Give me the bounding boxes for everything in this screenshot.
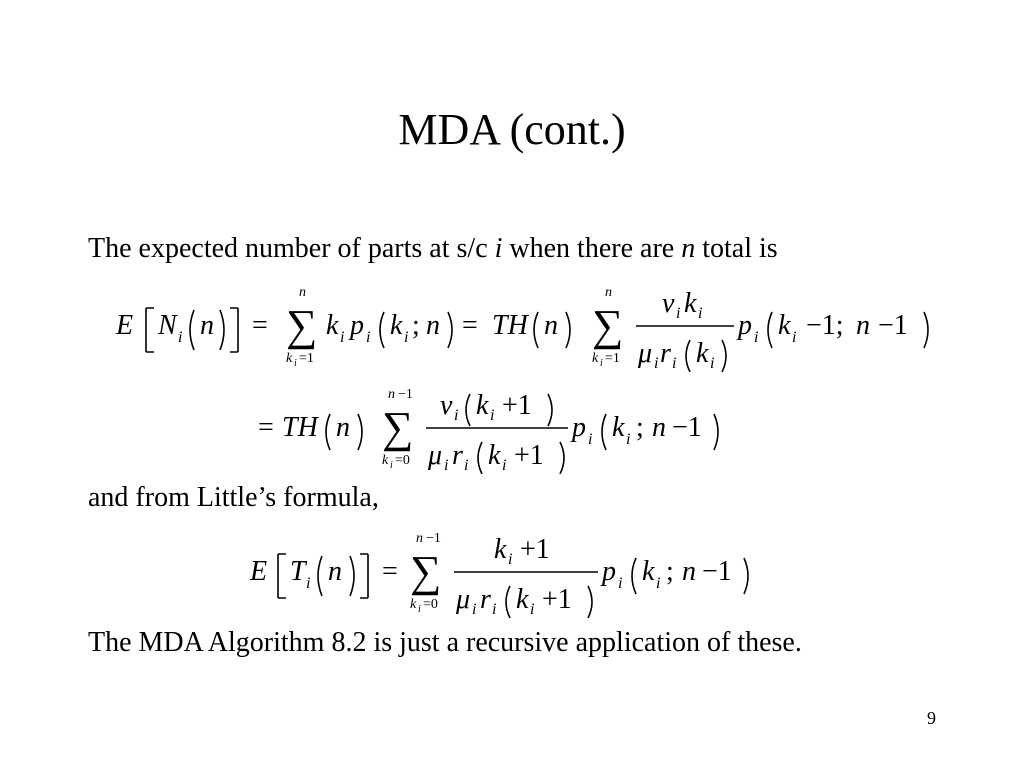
svg-text:−1: −1 (702, 556, 732, 587)
conclusion-text: The MDA Algorithm 8.2 is just a recursive application of these. (88, 627, 802, 658)
svg-text:n: n (605, 285, 612, 300)
svg-text:+1: +1 (542, 584, 572, 615)
svg-text:−1;: −1; (806, 310, 844, 341)
svg-text:i: i (672, 355, 677, 372)
svg-text:+1: +1 (514, 440, 544, 471)
svg-text:p: p (572, 412, 586, 443)
svg-text:=1: =1 (605, 351, 620, 366)
svg-text:=0: =0 (423, 597, 438, 612)
intro-text-part: The expected number of parts at s/c (88, 233, 495, 264)
equation-expected-parts-continued (0, 382, 1024, 474)
svg-text:k: k (326, 310, 339, 341)
svg-text:i: i (508, 551, 513, 568)
svg-text:r: r (452, 440, 463, 471)
svg-text:i: i (676, 305, 681, 322)
svg-text:k: k (476, 390, 489, 421)
svg-text:−1: −1 (672, 412, 702, 443)
svg-text:μ: μ (638, 338, 653, 369)
svg-text:=: = (252, 310, 268, 341)
svg-text:n: n (544, 310, 558, 341)
svg-text:i: i (698, 305, 703, 322)
svg-text:∑: ∑ (382, 403, 414, 452)
svg-text:i: i (754, 329, 759, 346)
svg-text:n: n (426, 310, 440, 341)
svg-text:k: k (410, 597, 417, 612)
svg-text:p: p (602, 556, 616, 587)
svg-text:∑: ∑ (592, 301, 624, 350)
svg-text:TH: TH (282, 412, 318, 443)
svg-text:i: i (404, 329, 409, 346)
svg-text:k: k (612, 412, 625, 443)
svg-text:T: T (290, 556, 306, 587)
svg-text:i: i (340, 329, 345, 346)
svg-text:p: p (350, 310, 364, 341)
svg-text:i: i (656, 575, 661, 592)
svg-text:i: i (366, 329, 371, 346)
svg-text:p: p (738, 310, 752, 341)
svg-text:i: i (600, 358, 603, 369)
svg-text:i: i (710, 355, 715, 372)
svg-text:E: E (250, 556, 268, 587)
svg-text:n: n (328, 556, 342, 587)
svg-text:k: k (778, 310, 791, 341)
svg-text:i: i (618, 575, 623, 592)
slide-number: 9 (927, 708, 936, 728)
svg-text:i: i (444, 457, 449, 474)
svg-text:i: i (418, 604, 421, 615)
svg-text:i: i (626, 431, 631, 448)
svg-text:k: k (696, 338, 709, 369)
svg-text:;: ; (636, 412, 644, 443)
svg-text:k: k (592, 351, 599, 366)
svg-text:r: r (660, 338, 671, 369)
equation-expected-time (0, 526, 1024, 618)
svg-text:i: i (294, 358, 297, 369)
intro-text-part: total is (695, 233, 778, 264)
intro-var-n: n (681, 233, 696, 264)
intro-var-i: i (494, 233, 503, 264)
svg-text:v: v (440, 390, 453, 421)
svg-text:N: N (158, 310, 177, 341)
svg-text:TH: TH (492, 310, 528, 341)
svg-text:i: i (454, 407, 459, 424)
svg-text:k: k (390, 310, 403, 341)
svg-text:k: k (488, 440, 501, 471)
svg-text:i: i (502, 457, 507, 474)
svg-text:n: n (200, 310, 214, 341)
svg-text:n: n (336, 412, 350, 443)
svg-text:i: i (792, 329, 797, 346)
intro-text (88, 232, 778, 266)
svg-text:n: n (682, 556, 696, 587)
svg-text:+1: +1 (520, 534, 550, 565)
svg-text:k: k (286, 351, 293, 366)
svg-text:μ: μ (456, 584, 471, 615)
svg-text:−1: −1 (426, 531, 441, 546)
svg-text:r: r (480, 584, 491, 615)
svg-text:n: n (856, 310, 870, 341)
svg-text:i: i (464, 457, 469, 474)
svg-text:i: i (472, 601, 477, 618)
svg-text:v: v (662, 288, 675, 319)
equation-expected-parts (0, 280, 1024, 372)
svg-text:+1: +1 (502, 390, 532, 421)
intro-text-part: when there are (502, 233, 682, 264)
svg-text:i: i (390, 460, 393, 471)
svg-text:i: i (654, 355, 659, 372)
svg-text:n: n (416, 531, 423, 546)
svg-text:k: k (382, 453, 389, 468)
svg-text:i: i (588, 431, 593, 448)
svg-text:E: E (116, 310, 134, 341)
svg-text:i: i (178, 329, 183, 346)
svg-text:=: = (382, 556, 398, 587)
littles-formula-text: and from Little’s formula, (88, 482, 379, 513)
svg-text:k: k (516, 584, 529, 615)
svg-text:∑: ∑ (286, 301, 318, 350)
svg-text:i: i (492, 601, 497, 618)
svg-text:k: k (684, 288, 697, 319)
svg-text:;: ; (412, 310, 420, 341)
slide-title: MDA (cont.) (398, 105, 626, 154)
svg-text:;: ; (666, 556, 674, 587)
svg-text:n: n (299, 285, 306, 300)
svg-text:i: i (306, 575, 311, 592)
svg-text:i: i (490, 407, 495, 424)
svg-text:∑: ∑ (410, 547, 442, 596)
svg-text:n: n (652, 412, 666, 443)
svg-text:k: k (642, 556, 655, 587)
svg-text:n: n (388, 387, 395, 402)
svg-text:μ: μ (428, 440, 443, 471)
svg-text:=: = (462, 310, 478, 341)
svg-text:=1: =1 (299, 351, 314, 366)
svg-text:=: = (258, 412, 274, 443)
svg-text:−1: −1 (398, 387, 413, 402)
svg-text:=0: =0 (395, 453, 410, 468)
svg-text:−1: −1 (878, 310, 908, 341)
svg-text:i: i (530, 601, 535, 618)
svg-text:k: k (494, 534, 507, 565)
